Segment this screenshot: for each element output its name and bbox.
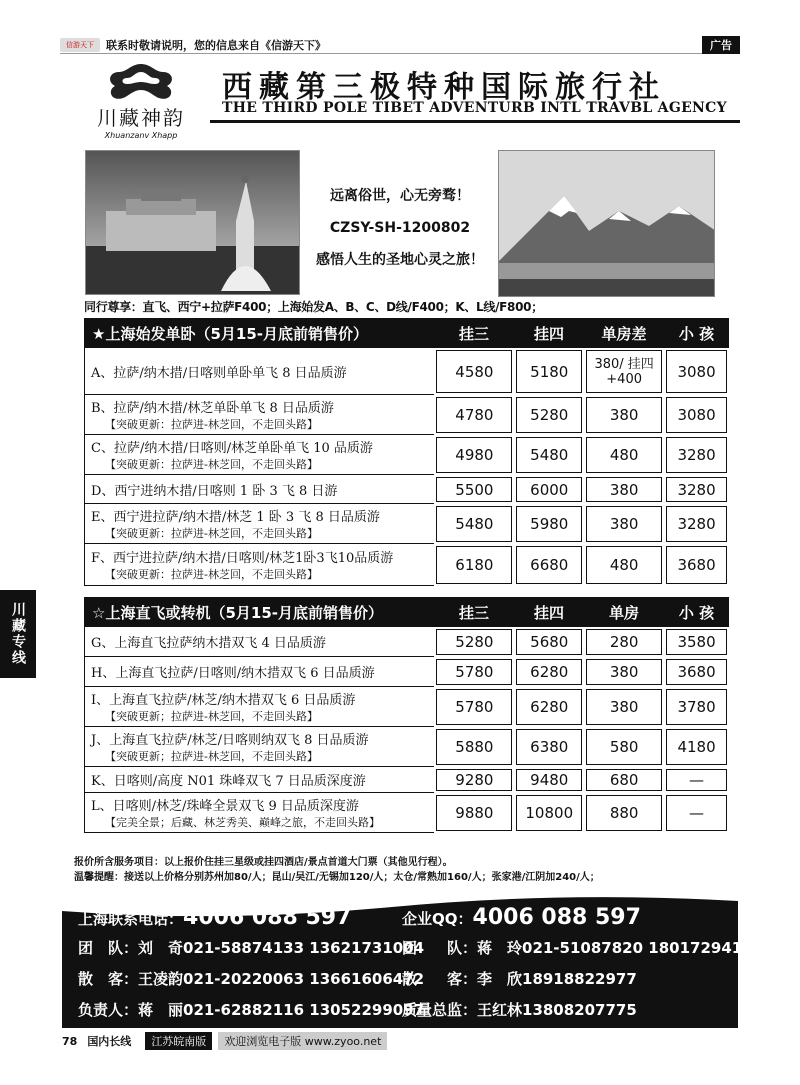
price-cell: 3680 [666,546,727,584]
price-cell: 5280 [516,397,582,433]
route-description [85,657,434,687]
table-header [84,318,729,348]
route-description [85,348,434,395]
price-cell: 6380 [516,729,582,765]
table-row [84,767,729,793]
potala-palace-photo [85,150,300,295]
price-cell: 6000 [516,477,582,502]
table-row [84,657,729,687]
table-row [84,395,729,435]
route-update-note: 【突破更新：拉萨进-林芝回，不走回头路】 [105,418,318,431]
qq-label: 企业QQ： [402,910,473,928]
column-header: 挂三 [458,324,489,343]
price-cell: 5980 [516,506,582,542]
price-cell: 380 [586,506,662,542]
source-notice: 联系时敬请说明，您的信息来自《信游天下》 [106,38,326,52]
column-header: 单房 [608,603,639,622]
price-cell: 4980 [436,437,512,473]
route-title: L、日喀则/林芝/珠峰全景双飞 9 日品质深度游 [91,799,359,814]
price-cell: 3680 [666,659,727,685]
table-row [84,544,729,586]
slogan-block [305,180,495,276]
table-body [84,348,729,586]
price-cell: 3280 [666,437,727,473]
route-description [85,395,434,435]
route-description [85,767,434,793]
agency-logo [76,60,206,140]
page-footer [62,1032,738,1050]
price-cell: 5780 [436,689,512,725]
price-cell: 680 [586,769,662,791]
table-row [84,435,729,475]
price-cell: 3580 [666,629,727,655]
page-number: 78 [62,1034,78,1048]
contact-panel [62,893,764,1028]
price-cell: 5680 [516,629,582,655]
price-cell: 3280 [666,477,727,502]
route-update-note: 【突破更新；拉萨进-林芝回，不走回头路】 [105,710,318,723]
column-header: 挂四 [533,603,564,622]
route-title: C、拉萨/纳木措/日喀则/林芝单卧单飞 10 品质游 [91,441,373,456]
agency-title-en: THE THIRD POLE TIBET ADVENTURB INTL TRAVBL AGENCY [222,100,727,116]
table-header [84,597,729,627]
table-row [84,687,729,727]
route-description [85,687,434,727]
route-update-note: 【突破更新；拉萨进-林芝回，不走回头路】 [105,750,318,763]
title-divider [210,120,740,123]
table-row [84,348,729,395]
table-row [84,727,729,767]
column-header: 单房差 [601,324,647,343]
top-strip [60,36,740,54]
price-cell: 280 [586,629,662,655]
price-cell: 4180 [666,729,727,765]
hotline [78,905,351,930]
column-header: 挂三 [458,603,489,622]
price-cell: 5500 [436,477,512,502]
price-cell: 3080 [666,350,727,393]
price-cell: 9480 [516,769,582,791]
price-cell: 880 [586,795,662,831]
qq-contact [402,905,641,930]
price-cell: 9280 [436,769,512,791]
slogan-line: 远离俗世，心无旁骛！ [330,188,470,204]
table-row [84,627,729,657]
table-row [84,504,729,544]
column-header: 小 孩 [678,324,715,343]
contact-line: 团 队：蒋 玲021-51087820 18017294123 [402,939,764,957]
table-body [84,627,729,833]
route-update-note: 【完美全景；后藏、林芝秀美、巅峰之旅，不走回头路】 [105,816,380,829]
price-cell: 5880 [436,729,512,765]
route-title: K、日喀则/高度 N01 珠峰双飞 7 日品质深度游 [91,774,366,789]
price-cell: 5780 [436,659,512,685]
edition-badge: 江苏皖南版 [145,1032,212,1050]
route-description [85,544,434,586]
route-description [85,627,434,657]
price-cell: 3080 [666,397,727,433]
route-title: A、拉萨/纳木措/日喀则单卧单飞 8 日品质游 [91,365,347,381]
hotline-label: 上海联系电话： [78,910,184,928]
price-cell: 6280 [516,689,582,725]
snow-mountain-photo [498,150,715,297]
price-cell: — [666,769,727,791]
ad-badge: 广告 [702,36,740,54]
route-title: B、拉萨/纳木措/林芝单卧单飞 8 日品质游 [91,401,334,416]
agency-title-cn: 西藏第三极特种国际旅行社 [222,70,666,105]
route-title: F、西宁进拉萨/纳木措/日喀则/林芝1卧3飞10品质游 [91,551,394,566]
price-cell: 4580 [436,350,512,393]
contact-line: 质量总监：王红林13808207775 [402,1001,637,1019]
price-cell: 5180 [516,350,582,393]
logo-text-cn: 川藏神韵 [97,106,185,130]
route-title: I、上海直飞拉萨/林芝/纳木措双飞 6 日品质游 [91,693,356,708]
price-cell: — [666,795,727,831]
price-cell: 380 [586,659,662,685]
product-code: CZSY-SH-1200802 [329,220,471,236]
contact-line: 负责人：蒋 丽021-62882116 13052299097 [78,1001,425,1019]
route-title: G、上海直飞拉萨纳木措双飞 4 日品质游 [91,636,326,651]
side-tab-label: 川藏专线 [10,602,26,666]
route-description [85,727,434,767]
price-cell: 6180 [436,546,512,584]
website-link[interactable]: 欢迎浏览电子版 www.zyoo.net [218,1032,387,1050]
price-table-flight [84,597,729,833]
service-notes [74,855,734,885]
price-cell: 480 [586,546,662,584]
route-update-note: 【突破更新：拉萨进-林芝回，不走回头路】 [105,527,318,540]
route-description [85,475,434,504]
price-cell: 5280 [436,629,512,655]
price-cell: 380 [586,689,662,725]
price-cell: 6280 [516,659,582,685]
route-title: E、西宁进拉萨/纳木措/林芝 1 卧 3 飞 8 日品质游 [91,510,380,525]
note-line: 报价所含服务项目：以上报价住挂三星级或挂四酒店/景点首道大门票（其他见行程）。 [74,857,453,868]
route-description [85,435,434,475]
price-cell: 10800 [516,795,582,831]
logo-text-en: Xhuanzanv Xhapp [104,131,178,140]
price-cell: 380/ 挂四+400 [586,350,662,393]
price-cell: 5480 [516,437,582,473]
price-cell: 5480 [436,506,512,542]
publisher-logo: 信游天下 [60,38,100,52]
route-title: J、上海直飞拉萨/林芝/日喀则纳双飞 8 日品质游 [91,733,369,748]
contact-line: 散 客：王凌韵021-20220063 13661606472 [78,970,425,988]
price-cell: 6680 [516,546,582,584]
hotline-number: 4006 088 597 [183,905,352,930]
table-row [84,793,729,833]
side-tab [0,590,36,678]
route-update-note: 【突破更新：拉萨进-林芝回，不走回头路】 [105,568,318,581]
price-cell: 3780 [666,689,727,725]
route-description [85,504,434,544]
route-update-note: 【突破更新：拉萨进-林芝回，不走回头路】 [105,458,318,471]
section-title: ★上海始发单卧（5月15-月底前销售价） [92,324,368,343]
price-cell: 4780 [436,397,512,433]
column-header: 小 孩 [678,603,715,622]
contact-line: 散 客：李 欣18918822977 [402,970,637,988]
peer-price-note: 同行尊享：直飞、西宁+拉萨F400；上海始发A、B、C、D线/F400；K、L线/F800； [84,300,543,314]
price-cell: 380 [586,397,662,433]
price-cell: 9880 [436,795,512,831]
note-line: 温馨提醒：接送以上价格分别苏州加80/人；昆山/吴江/无锡加120/人；太仓/常熟加160/人；张家港/江阴加240/人； [74,872,600,883]
section-title: ☆上海直飞或转机（5月15-月底前销售价） [92,603,383,622]
price-cell: 580 [586,729,662,765]
qq-number: 4006 088 597 [472,905,641,930]
contact-line: 团 队：刘 奇021-58874133 13621731004 [78,939,425,957]
table-row [84,475,729,504]
slogan-line: 感悟人生的圣地心灵之旅！ [316,252,484,268]
price-cell: 380 [586,477,662,502]
column-header: 挂四 [533,324,564,343]
price-cell: 480 [586,437,662,473]
category-label: 国内长线 [87,1035,132,1048]
route-title: H、上海直飞拉萨/日喀则/纳木措双飞 6 日品质游 [91,666,375,681]
price-cell: 3280 [666,506,727,542]
route-description [85,793,434,833]
route-title: D、西宁进纳木措/日喀则 1 卧 3 飞 8 日游 [91,483,338,499]
price-table-sleeper [84,318,729,586]
ornament-icon [101,60,181,106]
